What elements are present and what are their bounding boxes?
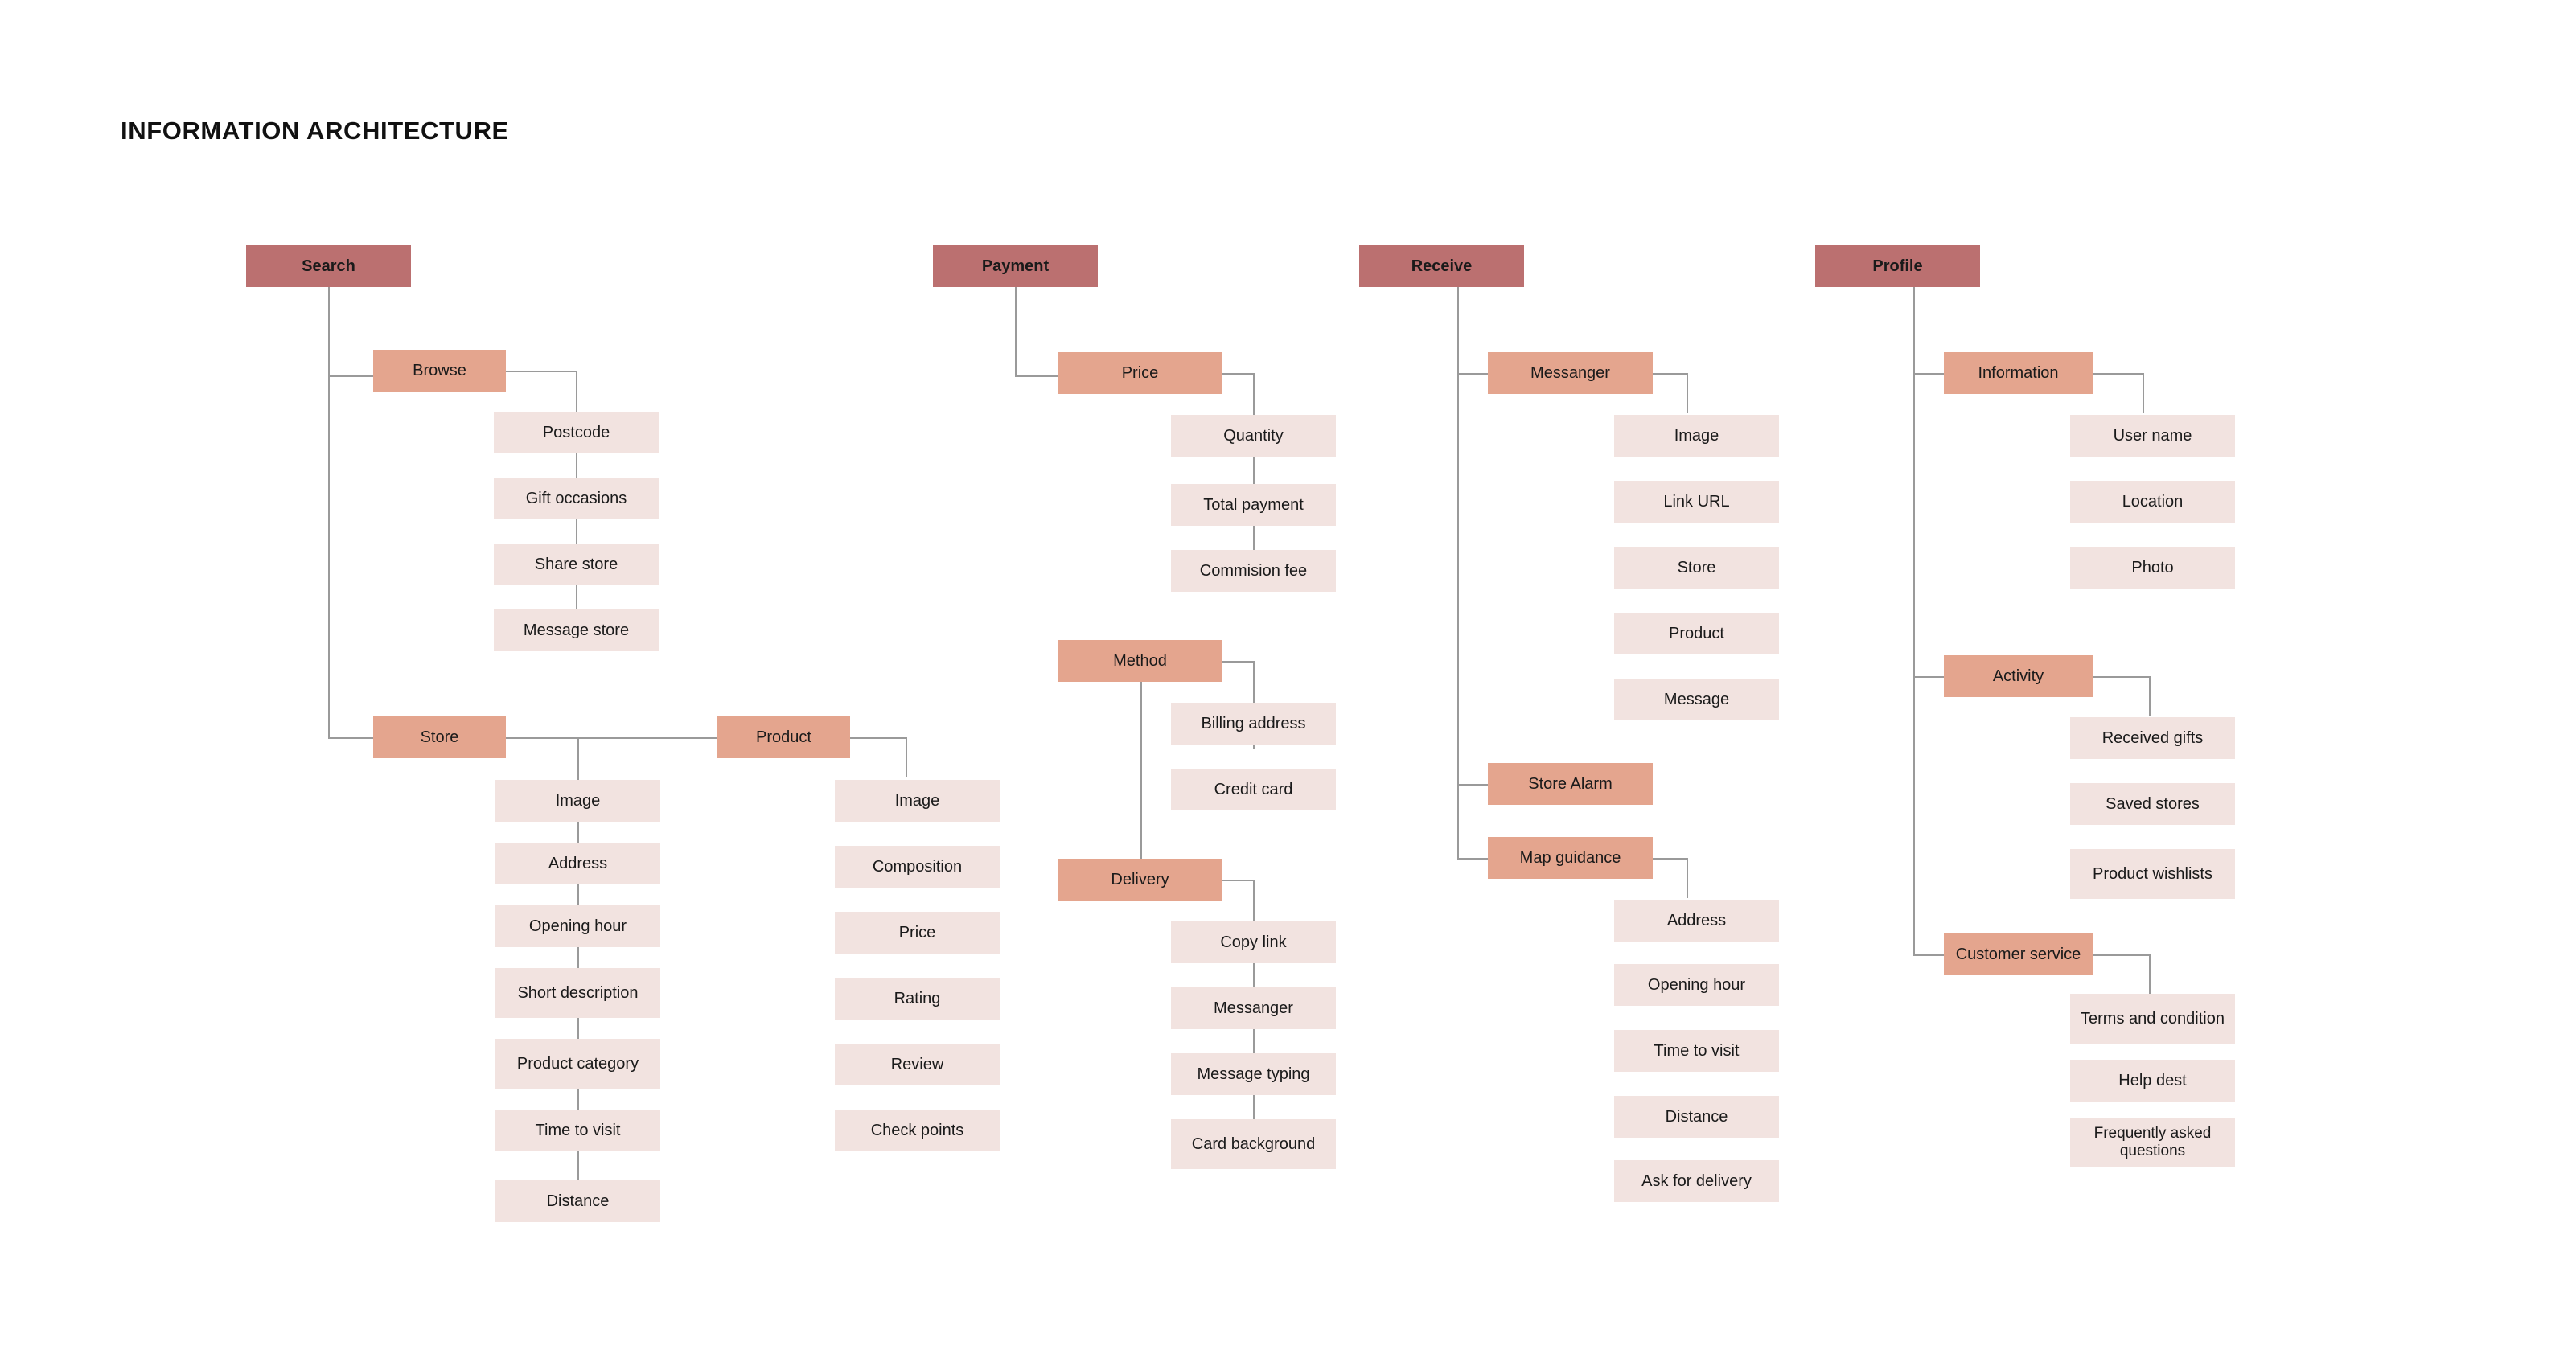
node-delivery[interactable]: Delivery bbox=[1058, 859, 1222, 901]
connector-information-out bbox=[2093, 373, 2143, 375]
connector-profile-spine bbox=[1913, 287, 1915, 954]
node-store-opening-hour[interactable]: Opening hour bbox=[495, 905, 660, 947]
node-gift-occasions[interactable]: Gift occasions bbox=[494, 478, 659, 519]
connector-product-spine bbox=[906, 737, 907, 777]
connector-information-spine bbox=[2143, 373, 2144, 413]
node-store-short-description[interactable]: Short description bbox=[495, 968, 660, 1018]
connector-payment-spine bbox=[1015, 287, 1017, 375]
node-messanger-store[interactable]: Store bbox=[1614, 547, 1779, 589]
node-product-review[interactable]: Review bbox=[835, 1044, 1000, 1085]
connector-messanger-spine bbox=[1687, 373, 1688, 413]
node-profile[interactable]: Profile bbox=[1815, 245, 1980, 287]
node-postcode[interactable]: Postcode bbox=[494, 412, 659, 453]
node-payment[interactable]: Payment bbox=[933, 245, 1098, 287]
connector-receive-map-guidance bbox=[1457, 858, 1488, 860]
node-messanger[interactable]: Messanger bbox=[1488, 352, 1653, 394]
connector-search-store bbox=[328, 737, 373, 739]
connector-price-out bbox=[1222, 373, 1253, 375]
connector-search-browse bbox=[328, 375, 373, 377]
connector-store-out bbox=[506, 737, 717, 739]
node-store-distance[interactable]: Distance bbox=[495, 1180, 660, 1222]
connector-product-out bbox=[850, 737, 906, 739]
node-message-store[interactable]: Message store bbox=[494, 609, 659, 651]
node-store-address[interactable]: Address bbox=[495, 843, 660, 884]
node-store-alarm[interactable]: Store Alarm bbox=[1488, 763, 1653, 805]
node-user-name[interactable]: User name bbox=[2070, 415, 2235, 457]
node-store[interactable]: Store bbox=[373, 716, 506, 758]
connector-method-delivery bbox=[1140, 682, 1142, 859]
connector-search-spine bbox=[328, 287, 330, 737]
node-map-distance[interactable]: Distance bbox=[1614, 1096, 1779, 1138]
node-messanger-message[interactable]: Message bbox=[1614, 679, 1779, 720]
node-method[interactable]: Method bbox=[1058, 640, 1222, 682]
node-product-wishlists[interactable]: Product wishlists bbox=[2070, 849, 2235, 899]
node-delivery-messanger[interactable]: Messanger bbox=[1171, 987, 1336, 1029]
connector-browse-out bbox=[506, 371, 576, 372]
node-product-check-points[interactable]: Check points bbox=[835, 1110, 1000, 1151]
node-message-typing[interactable]: Message typing bbox=[1171, 1053, 1336, 1095]
node-search[interactable]: Search bbox=[246, 245, 411, 287]
node-link-url[interactable]: Link URL bbox=[1614, 481, 1779, 523]
connector-profile-information bbox=[1913, 373, 1944, 375]
node-commision-fee[interactable]: Commision fee bbox=[1171, 550, 1336, 592]
node-total-payment[interactable]: Total payment bbox=[1171, 484, 1336, 526]
connector-customer-service-spine bbox=[2149, 954, 2151, 995]
connector-activity-out bbox=[2093, 676, 2149, 678]
node-activity[interactable]: Activity bbox=[1944, 655, 2093, 697]
node-store-time-to-visit[interactable]: Time to visit bbox=[495, 1110, 660, 1151]
connector-payment-price bbox=[1015, 375, 1058, 377]
node-product-rating[interactable]: Rating bbox=[835, 978, 1000, 1020]
node-receive[interactable]: Receive bbox=[1359, 245, 1524, 287]
node-frequently-asked-questions[interactable]: Frequently asked questions bbox=[2070, 1118, 2235, 1167]
node-ask-for-delivery[interactable]: Ask for delivery bbox=[1614, 1160, 1779, 1202]
connector-map-guidance-out bbox=[1653, 858, 1687, 860]
node-credit-card[interactable]: Credit card bbox=[1171, 769, 1336, 810]
node-map-opening-hour[interactable]: Opening hour bbox=[1614, 964, 1779, 1006]
connector-activity-spine bbox=[2149, 676, 2151, 716]
node-received-gifts[interactable]: Received gifts bbox=[2070, 717, 2235, 759]
node-quantity[interactable]: Quantity bbox=[1171, 415, 1336, 457]
node-terms-and-condition[interactable]: Terms and condition bbox=[2070, 994, 2235, 1044]
node-information[interactable]: Information bbox=[1944, 352, 2093, 394]
node-photo[interactable]: Photo bbox=[2070, 547, 2235, 589]
node-product[interactable]: Product bbox=[717, 716, 850, 758]
node-store-product-category[interactable]: Product category bbox=[495, 1039, 660, 1089]
node-map-time-to-visit[interactable]: Time to visit bbox=[1614, 1030, 1779, 1072]
node-product-composition[interactable]: Composition bbox=[835, 846, 1000, 888]
node-map-guidance[interactable]: Map guidance bbox=[1488, 837, 1653, 879]
node-location[interactable]: Location bbox=[2070, 481, 2235, 523]
page-title: INFORMATION ARCHITECTURE bbox=[121, 117, 509, 145]
node-customer-service[interactable]: Customer service bbox=[1944, 933, 2093, 975]
connector-method-out bbox=[1222, 661, 1253, 663]
connector-delivery-out bbox=[1222, 880, 1253, 881]
connector-price-spine bbox=[1253, 373, 1255, 574]
node-messanger-product[interactable]: Product bbox=[1614, 613, 1779, 654]
node-map-address[interactable]: Address bbox=[1614, 900, 1779, 942]
node-browse[interactable]: Browse bbox=[373, 350, 506, 392]
node-copy-link[interactable]: Copy link bbox=[1171, 921, 1336, 963]
node-share-store[interactable]: Share store bbox=[494, 544, 659, 585]
connector-receive-messanger bbox=[1457, 373, 1488, 375]
node-product-image[interactable]: Image bbox=[835, 780, 1000, 822]
node-billing-address[interactable]: Billing address bbox=[1171, 703, 1336, 745]
node-price[interactable]: Price bbox=[1058, 352, 1222, 394]
connector-profile-activity bbox=[1913, 676, 1944, 678]
node-saved-stores[interactable]: Saved stores bbox=[2070, 783, 2235, 825]
node-store-image[interactable]: Image bbox=[495, 780, 660, 822]
node-card-background[interactable]: Card background bbox=[1171, 1119, 1336, 1169]
connector-profile-customer-service bbox=[1913, 954, 1944, 956]
connector-map-guidance-spine bbox=[1687, 858, 1688, 898]
connector-receive-store-alarm bbox=[1457, 784, 1488, 786]
connector-customer-service-out bbox=[2093, 954, 2149, 956]
node-messanger-image[interactable]: Image bbox=[1614, 415, 1779, 457]
node-product-price[interactable]: Price bbox=[835, 912, 1000, 954]
connector-messanger-out bbox=[1653, 373, 1687, 375]
node-help-dest[interactable]: Help dest bbox=[2070, 1060, 2235, 1102]
